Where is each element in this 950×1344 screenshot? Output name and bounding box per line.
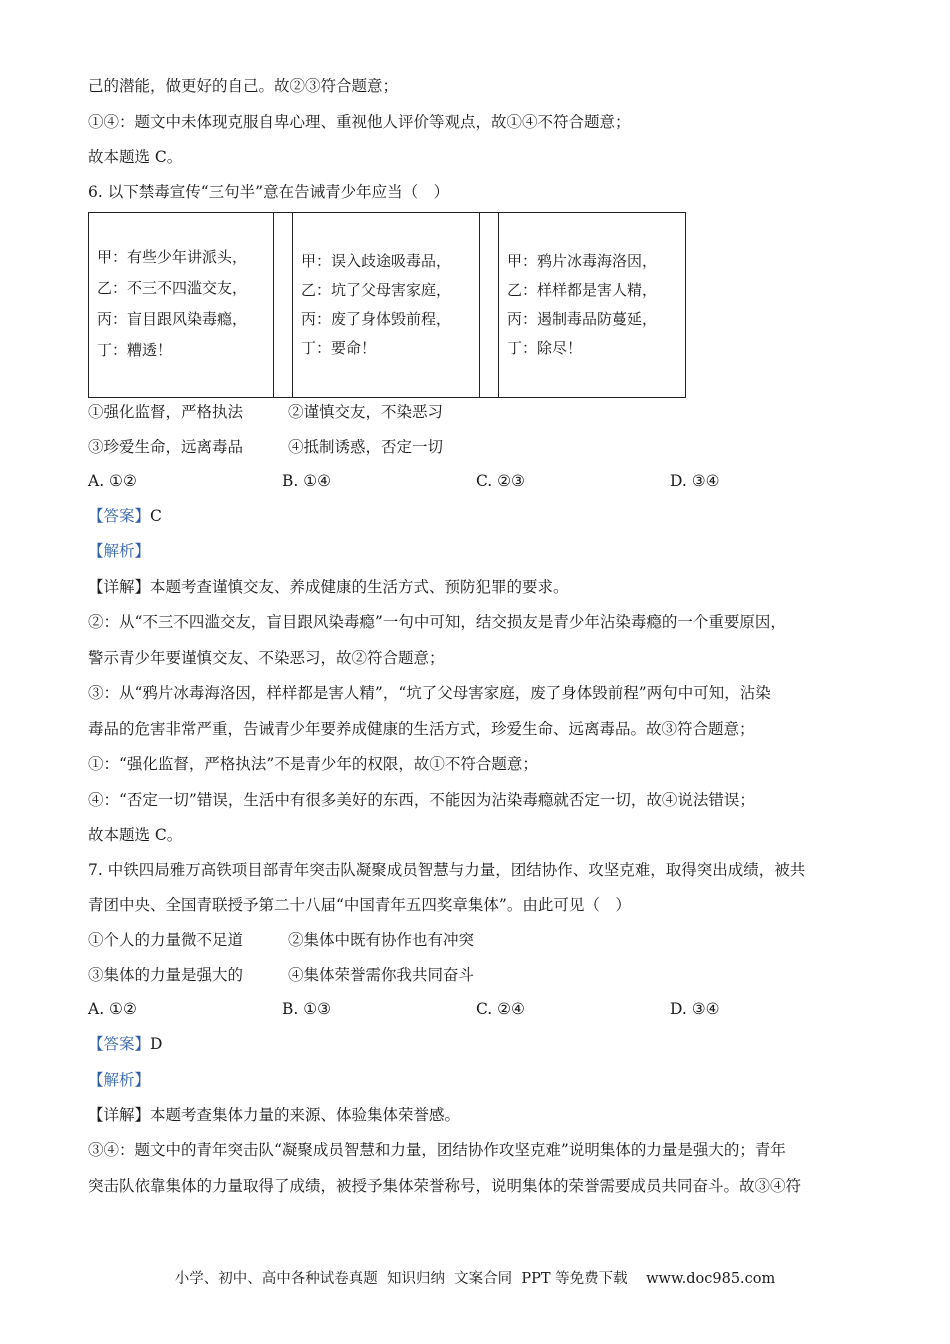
answer-value: C bbox=[150, 507, 162, 525]
detail-line: 故本题选 C。 bbox=[88, 826, 183, 844]
analysis-tag-text: 【解析】 bbox=[88, 542, 151, 560]
statement: ②谨慎交友，不染恶习 bbox=[288, 403, 444, 421]
detail-line: 突击队依靠集体的力量取得了成绩，被授予集体荣誉称号，说明集体的荣誉需要成员共同奋斗。故③④符 bbox=[88, 1177, 802, 1195]
detail-text: 本题考查集体力量的来源、体验集体荣誉感。 bbox=[150, 1106, 461, 1124]
option-d: D. ③④ bbox=[670, 1000, 720, 1018]
answer-tag: 【答案】 bbox=[88, 507, 151, 525]
option-b: B. ①③ bbox=[282, 1000, 332, 1018]
slogan-line: 甲：有些少年讲派头， bbox=[97, 248, 248, 266]
slogan-line: 丁：糟透！ bbox=[97, 341, 173, 359]
slogan-line: 丁：除尽！ bbox=[507, 339, 583, 357]
statement: ④抵制诱惑，否定一切 bbox=[288, 438, 444, 456]
statement: ①强化监督，严格执法 bbox=[88, 403, 244, 421]
slogan-line: 丙：遏制毒品防蔓延， bbox=[507, 310, 658, 328]
slogan-cell-2 bbox=[293, 213, 480, 398]
analysis-tag-text: 【解析】 bbox=[88, 1071, 151, 1089]
question-6-stem: 6. 以下禁毒宣传“三句半”意在告诫青少年应当（ ） bbox=[88, 183, 450, 201]
answer-value: D bbox=[150, 1035, 163, 1053]
analysis-tag bbox=[88, 540, 862, 562]
slogan-line: 丙：盲目跟风染毒瘾， bbox=[97, 310, 248, 328]
slogan-line: 甲：误入歧途吸毒品， bbox=[301, 252, 452, 270]
slogan-line: 乙：不三不四滥交友， bbox=[97, 279, 248, 297]
statement: ②集体中既有协作也有冲突 bbox=[288, 931, 475, 949]
option-a: A. ①② bbox=[88, 1000, 137, 1018]
slogan-line: 乙：坑了父母害家庭， bbox=[301, 281, 452, 299]
detail-line: 毒品的危害非常严重，告诫青少年要养成健康的生活方式，珍爱生命、远离毒品。故③符合题意； bbox=[88, 720, 755, 738]
detail-line bbox=[88, 1104, 862, 1126]
detail-line: ③④：题文中的青年突击队“凝聚成员智慧和力量，团结协作攻坚克难”说明集体的力量是强大的；青年 bbox=[88, 1141, 786, 1159]
detail-text: 本题考查谨慎交友、养成健康的生活方式、预防犯罪的要求。 bbox=[150, 578, 569, 596]
statement: ③珍爱生命，远离毒品 bbox=[88, 438, 244, 456]
option-b: B. ①④ bbox=[282, 472, 332, 490]
detail-line: ④：“否定一切”错误，生活中有很多美好的东西，不能因为沾染毒瘾就否定一切，故④说法错误； bbox=[88, 791, 755, 809]
text-line: 故本题选 C。 bbox=[88, 148, 183, 166]
option-a: A. ①② bbox=[88, 472, 137, 490]
statement: ①个人的力量微不足道 bbox=[88, 931, 244, 949]
option-c: C. ②③ bbox=[476, 472, 525, 490]
text-line: 己的潜能，做更好的自己。故②③符合题意； bbox=[88, 77, 399, 95]
detail-line: ③：从“鸦片冰毒海洛因，样样都是害人精”，“坑了父母害家庭，废了身体毁前程”两句中可知，沾染 bbox=[88, 684, 771, 702]
slogan-line: 丁：要命！ bbox=[301, 339, 377, 357]
slogan-line: 乙：样样都是害人精， bbox=[507, 281, 658, 299]
slogan-cell-3 bbox=[499, 213, 686, 398]
slogan-line: 甲：鸦片冰毒海洛因， bbox=[507, 252, 658, 270]
answer-line bbox=[88, 1033, 862, 1055]
statement: ④集体荣誉需你我共同奋斗 bbox=[288, 966, 475, 984]
detail-tag: 【详解】 bbox=[88, 578, 151, 596]
statement: ③集体的力量是强大的 bbox=[88, 966, 244, 984]
detail-line: ②：从“不三不四滥交友，盲目跟风染毒瘾”一句中可知，结交损友是青少年沾染毒瘾的一个重要原因， bbox=[88, 613, 786, 631]
table-spacer bbox=[274, 213, 293, 398]
detail-line: ①：“强化监督，严格执法”不是青少年的权限，故①不符合题意； bbox=[88, 755, 538, 773]
slogan-cell-1 bbox=[89, 213, 274, 398]
analysis-tag bbox=[88, 1069, 862, 1091]
question-7-stem: 青团中央、全国青联授予第二十八届“中国青年五四奖章集体”。由此可见（ ） bbox=[88, 896, 631, 914]
table-spacer bbox=[480, 213, 499, 398]
option-c: C. ②④ bbox=[476, 1000, 525, 1018]
slogan-table bbox=[88, 212, 686, 398]
text-line: ①④：题文中未体现克服自卑心理、重视他人评价等观点，故①④不符合题意； bbox=[88, 113, 631, 131]
question-7-stem: 7. 中铁四局雅万高铁项目部青年突击队凝聚成员智慧与力量，团结协作、攻坚克难，取得突出成绩，被共 bbox=[88, 861, 806, 879]
answer-tag: 【答案】 bbox=[88, 1035, 151, 1053]
answer-line bbox=[88, 505, 862, 527]
page-footer: 小学、初中、高中各种试卷真题 知识归纳 文案合同 PPT 等免费下载 www.doc985.com bbox=[174, 1271, 776, 1287]
detail-line bbox=[88, 576, 862, 598]
detail-tag: 【详解】 bbox=[88, 1106, 151, 1124]
option-d: D. ③④ bbox=[670, 472, 720, 490]
detail-line: 警示青少年要谨慎交友、不染恶习，故②符合题意； bbox=[88, 649, 445, 667]
slogan-line: 丙：废了身体毁前程， bbox=[301, 310, 452, 328]
